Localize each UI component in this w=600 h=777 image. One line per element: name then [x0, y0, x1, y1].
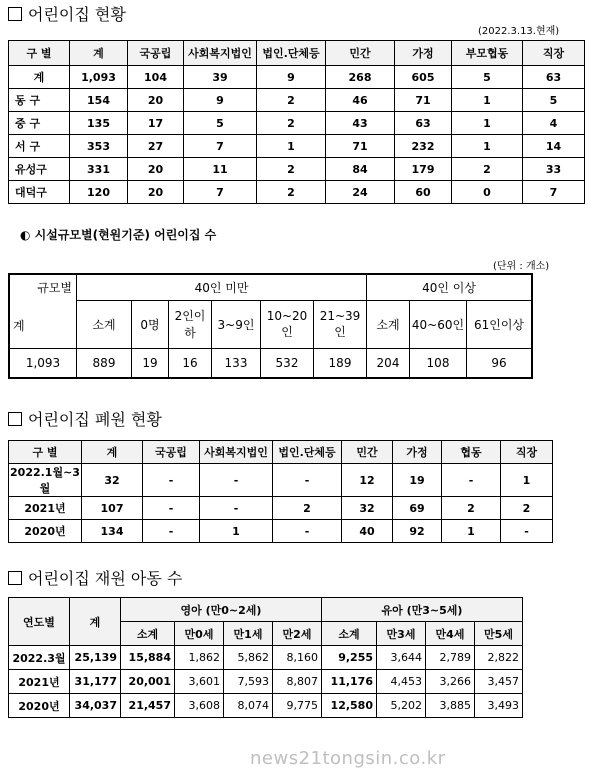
table-row — [9, 135, 585, 158]
cell: 1,093 — [70, 66, 128, 89]
cell: 107 — [82, 497, 143, 520]
cell: 3,608 — [175, 694, 224, 718]
cell: 135 — [70, 112, 128, 135]
cell: 2,789 — [426, 646, 475, 670]
cell: 2021년 — [9, 497, 82, 520]
cell: 2 — [257, 181, 326, 204]
cell: 353 — [70, 135, 128, 158]
section1-title-text: 어린이집 현황 — [28, 5, 126, 24]
cell: 60 — [395, 181, 452, 204]
cell: 1,862 — [175, 646, 224, 670]
header-cell: 구 별 — [9, 441, 82, 464]
cell: 20 — [128, 158, 184, 181]
sub-header: 10~20인 — [261, 300, 314, 348]
total-label: 계 — [13, 318, 25, 333]
section3-title — [8, 407, 162, 430]
section2-title: ◐ 시설규모별(현원기준) 어린이집 수 — [20, 228, 217, 242]
table-row — [9, 348, 532, 378]
sub-header: 21~39인 — [314, 300, 367, 348]
table-row — [9, 66, 585, 89]
sub-header: 소계 — [322, 622, 377, 646]
cell: 12 — [342, 464, 393, 497]
sub-header: 만2세 — [273, 622, 322, 646]
toddler-header: 유아 (만3~5세) — [322, 598, 523, 622]
cell: 1,093 — [9, 348, 77, 378]
cell: 5 — [452, 66, 523, 89]
section4-title-text: 어린이집 재원 아동 수 — [28, 569, 183, 588]
cell: 2,822 — [475, 646, 523, 670]
enrolled-children-table — [8, 597, 523, 718]
cell: 15,884 — [121, 646, 175, 670]
header-cell: 법인.단체등 — [257, 41, 326, 66]
header-cell: 직장 — [501, 441, 553, 464]
cell: 889 — [77, 348, 132, 378]
cell: 8,074 — [224, 694, 273, 718]
cell: 3,457 — [475, 670, 523, 694]
cell: 9,255 — [322, 646, 377, 670]
checkbox-icon — [8, 7, 22, 21]
cell: 120 — [70, 181, 128, 204]
over40-header: 40인 이상 — [367, 274, 533, 300]
table-row — [9, 497, 553, 520]
under40-header: 40인 미만 — [77, 274, 367, 300]
sub-header: 만0세 — [175, 622, 224, 646]
cell: 27 — [128, 135, 184, 158]
cell: 39 — [184, 66, 257, 89]
cell: 7,593 — [224, 670, 273, 694]
cell: 104 — [128, 66, 184, 89]
table-row — [9, 694, 523, 718]
cell: 20 — [128, 89, 184, 112]
cell: 유성구 — [9, 158, 70, 181]
header-cell: 부모협동 — [452, 41, 523, 66]
cell: 2022.1월~3월 — [9, 464, 82, 497]
cell: 204 — [367, 348, 410, 378]
scale-corner-cell — [9, 274, 77, 348]
cell: 1 — [452, 112, 523, 135]
date-note: (2022.3.13.현재) — [478, 26, 560, 37]
cell: 134 — [82, 520, 143, 543]
cell: 0 — [452, 181, 523, 204]
cell: 232 — [395, 135, 452, 158]
cell: 40 — [342, 520, 393, 543]
cell: 63 — [395, 112, 452, 135]
cell: 2 — [501, 497, 553, 520]
sub-header: 3~9인 — [212, 300, 261, 348]
cell: 9 — [184, 89, 257, 112]
cell: 2021년 — [9, 670, 70, 694]
sub-header: 0명 — [132, 300, 169, 348]
header-cell: 협동 — [442, 441, 501, 464]
cell: 9,775 — [273, 694, 322, 718]
cell: 92 — [393, 520, 442, 543]
checkbox-icon — [8, 412, 22, 426]
header-cell: 연도별 — [9, 598, 70, 646]
cell: - — [200, 464, 273, 497]
cell: - — [143, 497, 200, 520]
table-row — [9, 646, 523, 670]
cell: 46 — [326, 89, 395, 112]
cell: 96 — [467, 348, 533, 378]
cell: 1 — [257, 135, 326, 158]
sub-header: 61인이상 — [467, 300, 533, 348]
cell: 11,176 — [322, 670, 377, 694]
table-row — [9, 670, 523, 694]
cell: 8,160 — [273, 646, 322, 670]
header-cell: 사회복지법인 — [184, 41, 257, 66]
header-cell: 가정 — [395, 41, 452, 66]
cell: 8,807 — [273, 670, 322, 694]
cell: 14 — [523, 135, 585, 158]
cell: 24 — [326, 181, 395, 204]
header-cell: 계 — [70, 598, 121, 646]
header-cell: 민간 — [326, 41, 395, 66]
cell: 7 — [184, 135, 257, 158]
cell: 2 — [273, 497, 342, 520]
cell: 268 — [326, 66, 395, 89]
cell: 34,037 — [70, 694, 121, 718]
cell: 11 — [184, 158, 257, 181]
cell: 1 — [200, 520, 273, 543]
cell: 5 — [184, 112, 257, 135]
cell: 605 — [395, 66, 452, 89]
cell: 동 구 — [9, 89, 70, 112]
cell: 189 — [314, 348, 367, 378]
cell: 2 — [257, 158, 326, 181]
cell: - — [501, 520, 553, 543]
cell: 5,862 — [224, 646, 273, 670]
cell: 5,202 — [377, 694, 426, 718]
cell: 2020년 — [9, 520, 82, 543]
cell: 1 — [442, 520, 501, 543]
cell: 133 — [212, 348, 261, 378]
checkbox-icon — [8, 571, 22, 585]
cell: 31,177 — [70, 670, 121, 694]
header-cell: 사회복지법인 — [200, 441, 273, 464]
cell: 43 — [326, 112, 395, 135]
cell: 중 구 — [9, 112, 70, 135]
header-cell: 법인.단체등 — [273, 441, 342, 464]
facility-size-table — [8, 273, 533, 379]
cell: 19 — [132, 348, 169, 378]
cell: 1 — [452, 135, 523, 158]
scale-label: 규모별 — [37, 281, 72, 295]
cell: 2022.3월 — [9, 646, 70, 670]
cell: 63 — [523, 66, 585, 89]
cell: 1 — [452, 89, 523, 112]
cell: 4,453 — [377, 670, 426, 694]
cell: - — [273, 464, 342, 497]
cell: - — [442, 464, 501, 497]
header-cell: 직장 — [523, 41, 585, 66]
cell: 71 — [326, 135, 395, 158]
cell: 532 — [261, 348, 314, 378]
sub-header: 만3세 — [377, 622, 426, 646]
table-row — [9, 181, 585, 204]
cell: 3,493 — [475, 694, 523, 718]
cell: 108 — [410, 348, 467, 378]
daycare-status-table — [8, 40, 585, 204]
table-row — [9, 112, 585, 135]
cell: 84 — [326, 158, 395, 181]
sub-header: 만4세 — [426, 622, 475, 646]
header-cell: 가정 — [393, 441, 442, 464]
cell: 33 — [523, 158, 585, 181]
header-cell: 국공립 — [128, 41, 184, 66]
cell: - — [143, 464, 200, 497]
watermark: news21tongsin.co.kr — [250, 748, 446, 769]
cell: 2 — [257, 112, 326, 135]
cell: 2 — [452, 158, 523, 181]
cell: 17 — [128, 112, 184, 135]
cell: 2 — [257, 89, 326, 112]
cell: - — [273, 520, 342, 543]
header-cell: 구 별 — [9, 41, 70, 66]
cell: 69 — [393, 497, 442, 520]
section1-title — [8, 2, 126, 25]
cell: 7 — [184, 181, 257, 204]
sub-header: 소계 — [367, 300, 410, 348]
header-cell: 민간 — [342, 441, 393, 464]
sub-header: 소계 — [77, 300, 132, 348]
cell: 19 — [393, 464, 442, 497]
infant-header: 영아 (만0~2세) — [121, 598, 322, 622]
cell: 25,139 — [70, 646, 121, 670]
cell: 2 — [442, 497, 501, 520]
cell: 12,580 — [322, 694, 377, 718]
sub-header: 만1세 — [224, 622, 273, 646]
sub-header: 만5세 — [475, 622, 523, 646]
cell: 4 — [523, 112, 585, 135]
cell: 179 — [395, 158, 452, 181]
section4-title — [8, 566, 182, 589]
unit-note: (단위 : 개소) — [493, 261, 550, 272]
cell: 대덕구 — [9, 181, 70, 204]
closure-table — [8, 440, 553, 543]
cell: - — [200, 497, 273, 520]
cell: 3,601 — [175, 670, 224, 694]
sub-header: 소계 — [121, 622, 175, 646]
cell: 32 — [342, 497, 393, 520]
cell: 21,457 — [121, 694, 175, 718]
cell: 154 — [70, 89, 128, 112]
table-row — [9, 89, 585, 112]
cell: 서 구 — [9, 135, 70, 158]
table-row — [9, 464, 553, 497]
cell: 9 — [257, 66, 326, 89]
cell: 1 — [501, 464, 553, 497]
cell: 2020년 — [9, 694, 70, 718]
table-row — [9, 520, 553, 543]
section3-title-text: 어린이집 폐원 현황 — [28, 410, 162, 429]
cell: 3,266 — [426, 670, 475, 694]
cell: 20 — [128, 181, 184, 204]
header-cell: 계 — [70, 41, 128, 66]
cell: 3,885 — [426, 694, 475, 718]
cell: 7 — [523, 181, 585, 204]
cell: - — [143, 520, 200, 543]
cell: 5 — [523, 89, 585, 112]
cell: 20,001 — [121, 670, 175, 694]
sub-header: 2인이하 — [169, 300, 212, 348]
cell: 3,644 — [377, 646, 426, 670]
cell: 16 — [169, 348, 212, 378]
cell: 71 — [395, 89, 452, 112]
header-cell: 국공립 — [143, 441, 200, 464]
header-cell: 계 — [82, 441, 143, 464]
cell: 32 — [82, 464, 143, 497]
cell: 331 — [70, 158, 128, 181]
sub-header: 40~60인 — [410, 300, 467, 348]
cell: 계 — [9, 66, 70, 89]
table-row — [9, 158, 585, 181]
